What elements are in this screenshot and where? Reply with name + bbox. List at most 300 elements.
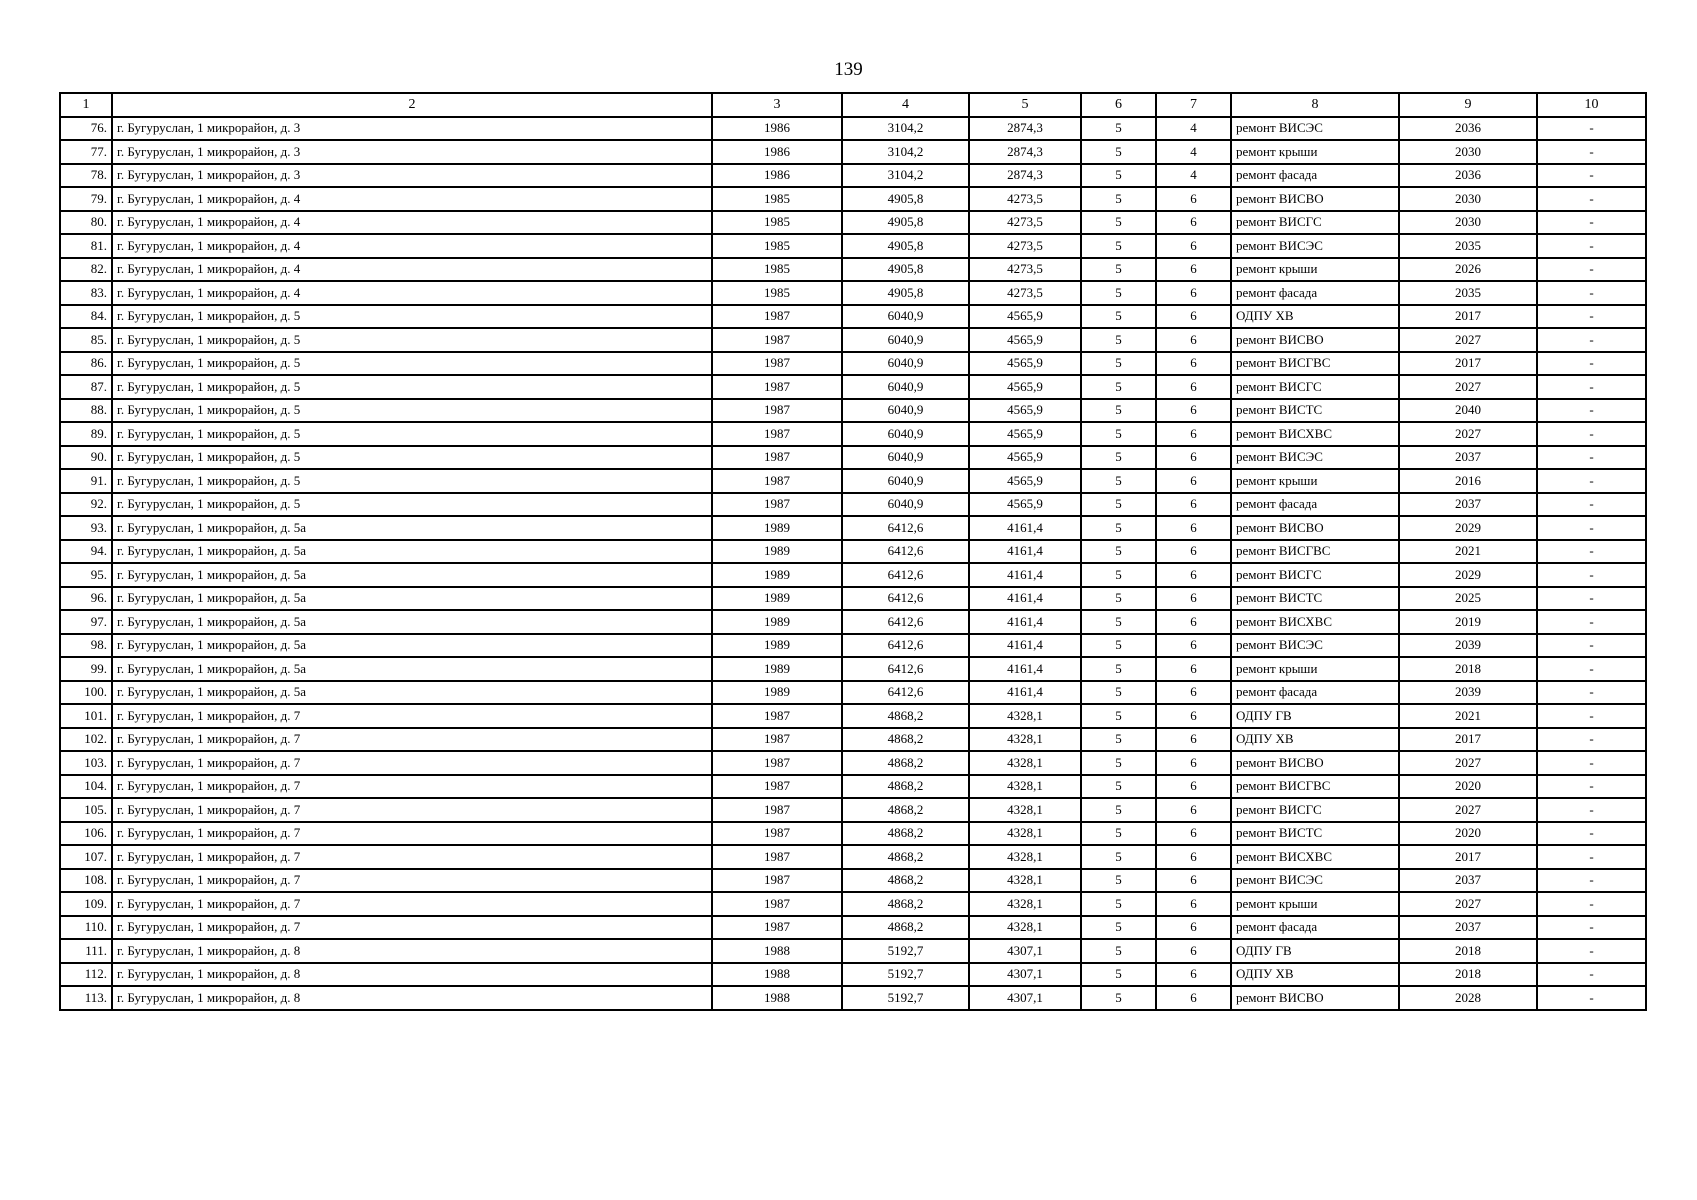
table-row	[60, 704, 1646, 728]
total-area-cell: 4868,2	[842, 916, 969, 940]
table-row	[60, 516, 1646, 540]
floors-cell: 5	[1081, 187, 1156, 211]
living-area-cell: 4307,1	[969, 939, 1081, 963]
work-type-cell: ремонт ВИСТС	[1231, 822, 1399, 846]
note-cell: -	[1537, 187, 1646, 211]
total-area-cell: 5192,7	[842, 986, 969, 1010]
address-cell: г. Бугуруслан, 1 микрорайон, д. 4	[112, 234, 712, 258]
note-cell: -	[1537, 375, 1646, 399]
table-row	[60, 610, 1646, 634]
year-cell: 1989	[712, 516, 842, 540]
row-number-cell: 86.	[60, 352, 112, 376]
address-cell: г. Бугуруслан, 1 микрорайон, д. 7	[112, 869, 712, 893]
year-cell: 1988	[712, 939, 842, 963]
year-cell: 1987	[712, 305, 842, 329]
year-cell: 1986	[712, 140, 842, 164]
floors-cell: 5	[1081, 681, 1156, 705]
planned-year-cell: 2020	[1399, 822, 1537, 846]
planned-year-cell: 2037	[1399, 869, 1537, 893]
living-area-cell: 4307,1	[969, 986, 1081, 1010]
address-cell: г. Бугуруслан, 1 микрорайон, д. 4	[112, 187, 712, 211]
floors-cell: 5	[1081, 751, 1156, 775]
living-area-cell: 4565,9	[969, 422, 1081, 446]
entrances-cell: 6	[1156, 704, 1231, 728]
row-number-cell: 100.	[60, 681, 112, 705]
note-cell: -	[1537, 516, 1646, 540]
table-row	[60, 540, 1646, 564]
planned-year-cell: 2020	[1399, 775, 1537, 799]
living-area-cell: 4565,9	[969, 328, 1081, 352]
planned-year-cell: 2028	[1399, 986, 1537, 1010]
capital-repair-table	[59, 92, 1647, 1011]
address-cell: г. Бугуруслан, 1 микрорайон, д. 3	[112, 140, 712, 164]
living-area-cell: 4565,9	[969, 375, 1081, 399]
row-number-cell: 94.	[60, 540, 112, 564]
address-cell: г. Бугуруслан, 1 микрорайон, д. 4	[112, 258, 712, 282]
note-cell: -	[1537, 422, 1646, 446]
note-cell: -	[1537, 681, 1646, 705]
table-row	[60, 281, 1646, 305]
living-area-cell: 4328,1	[969, 822, 1081, 846]
total-area-cell: 4905,8	[842, 187, 969, 211]
entrances-cell: 6	[1156, 187, 1231, 211]
total-area-cell: 6040,9	[842, 493, 969, 517]
row-number-cell: 80.	[60, 211, 112, 235]
note-cell: -	[1537, 493, 1646, 517]
entrances-cell: 6	[1156, 469, 1231, 493]
floors-cell: 5	[1081, 587, 1156, 611]
work-type-cell: ремонт фасада	[1231, 493, 1399, 517]
floors-cell: 5	[1081, 634, 1156, 658]
row-number-cell: 95.	[60, 563, 112, 587]
address-cell: г. Бугуруслан, 1 микрорайон, д. 5	[112, 469, 712, 493]
year-cell: 1987	[712, 845, 842, 869]
row-number-cell: 97.	[60, 610, 112, 634]
planned-year-cell: 2017	[1399, 845, 1537, 869]
work-type-cell: ремонт фасада	[1231, 281, 1399, 305]
header-cell: 9	[1399, 93, 1537, 117]
year-cell: 1987	[712, 869, 842, 893]
row-number-cell: 101.	[60, 704, 112, 728]
work-type-cell: ремонт ВИСХВС	[1231, 610, 1399, 634]
work-type-cell: ремонт ВИСТС	[1231, 399, 1399, 423]
row-number-cell: 109.	[60, 892, 112, 916]
row-number-cell: 113.	[60, 986, 112, 1010]
total-area-cell: 4868,2	[842, 798, 969, 822]
table-row	[60, 234, 1646, 258]
planned-year-cell: 2039	[1399, 681, 1537, 705]
row-number-cell: 91.	[60, 469, 112, 493]
year-cell: 1987	[712, 493, 842, 517]
table-row	[60, 352, 1646, 376]
total-area-cell: 4868,2	[842, 728, 969, 752]
header-cell: 3	[712, 93, 842, 117]
note-cell: -	[1537, 775, 1646, 799]
floors-cell: 5	[1081, 540, 1156, 564]
address-cell: г. Бугуруслан, 1 микрорайон, д. 3	[112, 117, 712, 141]
address-cell: г. Бугуруслан, 1 микрорайон, д. 8	[112, 986, 712, 1010]
floors-cell: 5	[1081, 775, 1156, 799]
note-cell: -	[1537, 140, 1646, 164]
address-cell: г. Бугуруслан, 1 микрорайон, д. 5	[112, 328, 712, 352]
work-type-cell: ремонт крыши	[1231, 469, 1399, 493]
note-cell: -	[1537, 986, 1646, 1010]
work-type-cell: ОДПУ ХВ	[1231, 728, 1399, 752]
year-cell: 1987	[712, 775, 842, 799]
work-type-cell: ремонт ВИСЭС	[1231, 234, 1399, 258]
work-type-cell: ремонт ВИСЭС	[1231, 117, 1399, 141]
entrances-cell: 4	[1156, 117, 1231, 141]
floors-cell: 5	[1081, 281, 1156, 305]
work-type-cell: ОДПУ ГВ	[1231, 939, 1399, 963]
living-area-cell: 4161,4	[969, 516, 1081, 540]
table-row	[60, 681, 1646, 705]
year-cell: 1988	[712, 986, 842, 1010]
work-type-cell: ремонт ВИСГС	[1231, 798, 1399, 822]
total-area-cell: 4868,2	[842, 892, 969, 916]
planned-year-cell: 2027	[1399, 798, 1537, 822]
address-cell: г. Бугуруслан, 1 микрорайон, д. 7	[112, 751, 712, 775]
work-type-cell: ремонт ВИСВО	[1231, 516, 1399, 540]
note-cell: -	[1537, 610, 1646, 634]
planned-year-cell: 2018	[1399, 939, 1537, 963]
table-header	[60, 93, 1646, 117]
row-number-cell: 105.	[60, 798, 112, 822]
year-cell: 1989	[712, 610, 842, 634]
floors-cell: 5	[1081, 892, 1156, 916]
row-number-cell: 104.	[60, 775, 112, 799]
floors-cell: 5	[1081, 328, 1156, 352]
floors-cell: 5	[1081, 234, 1156, 258]
work-type-cell: ремонт ВИСГВС	[1231, 775, 1399, 799]
row-number-cell: 110.	[60, 916, 112, 940]
row-number-cell: 82.	[60, 258, 112, 282]
year-cell: 1987	[712, 751, 842, 775]
address-cell: г. Бугуруслан, 1 микрорайон, д. 5	[112, 375, 712, 399]
entrances-cell: 6	[1156, 634, 1231, 658]
header-cell: 10	[1537, 93, 1646, 117]
row-number-cell: 92.	[60, 493, 112, 517]
table-row	[60, 164, 1646, 188]
planned-year-cell: 2017	[1399, 305, 1537, 329]
work-type-cell: ремонт крыши	[1231, 258, 1399, 282]
row-number-cell: 89.	[60, 422, 112, 446]
header-cell: 8	[1231, 93, 1399, 117]
living-area-cell: 4161,4	[969, 563, 1081, 587]
floors-cell: 5	[1081, 728, 1156, 752]
work-type-cell: ремонт ВИСЭС	[1231, 869, 1399, 893]
planned-year-cell: 2030	[1399, 140, 1537, 164]
entrances-cell: 6	[1156, 728, 1231, 752]
table-body	[60, 117, 1646, 1010]
address-cell: г. Бугуруслан, 1 микрорайон, д. 5а	[112, 587, 712, 611]
address-cell: г. Бугуруслан, 1 микрорайон, д. 7	[112, 775, 712, 799]
header-cell: 5	[969, 93, 1081, 117]
entrances-cell: 6	[1156, 258, 1231, 282]
planned-year-cell: 2019	[1399, 610, 1537, 634]
address-cell: г. Бугуруслан, 1 микрорайон, д. 5	[112, 352, 712, 376]
table-row	[60, 634, 1646, 658]
entrances-cell: 4	[1156, 140, 1231, 164]
note-cell: -	[1537, 469, 1646, 493]
address-cell: г. Бугуруслан, 1 микрорайон, д. 4	[112, 211, 712, 235]
floors-cell: 5	[1081, 563, 1156, 587]
work-type-cell: ремонт фасада	[1231, 681, 1399, 705]
total-area-cell: 5192,7	[842, 963, 969, 987]
table-row	[60, 117, 1646, 141]
total-area-cell: 6412,6	[842, 657, 969, 681]
living-area-cell: 4273,5	[969, 234, 1081, 258]
year-cell: 1985	[712, 187, 842, 211]
year-cell: 1985	[712, 234, 842, 258]
year-cell: 1987	[712, 469, 842, 493]
entrances-cell: 6	[1156, 986, 1231, 1010]
entrances-cell: 6	[1156, 610, 1231, 634]
address-cell: г. Бугуруслан, 1 микрорайон, д. 8	[112, 963, 712, 987]
total-area-cell: 6412,6	[842, 516, 969, 540]
living-area-cell: 4328,1	[969, 892, 1081, 916]
table-row	[60, 399, 1646, 423]
note-cell: -	[1537, 305, 1646, 329]
table-row	[60, 422, 1646, 446]
planned-year-cell: 2035	[1399, 234, 1537, 258]
row-number-cell: 77.	[60, 140, 112, 164]
living-area-cell: 4273,5	[969, 187, 1081, 211]
living-area-cell: 4273,5	[969, 281, 1081, 305]
address-cell: г. Бугуруслан, 1 микрорайон, д. 5а	[112, 610, 712, 634]
planned-year-cell: 2025	[1399, 587, 1537, 611]
work-type-cell: ремонт фасада	[1231, 164, 1399, 188]
planned-year-cell: 2017	[1399, 728, 1537, 752]
entrances-cell: 6	[1156, 681, 1231, 705]
row-number-cell: 107.	[60, 845, 112, 869]
header-cell: 1	[60, 93, 112, 117]
living-area-cell: 4161,4	[969, 634, 1081, 658]
table-row	[60, 892, 1646, 916]
entrances-cell: 6	[1156, 845, 1231, 869]
floors-cell: 5	[1081, 493, 1156, 517]
work-type-cell: ремонт крыши	[1231, 657, 1399, 681]
table-row	[60, 657, 1646, 681]
total-area-cell: 4868,2	[842, 845, 969, 869]
year-cell: 1987	[712, 375, 842, 399]
floors-cell: 5	[1081, 469, 1156, 493]
header-cell: 6	[1081, 93, 1156, 117]
total-area-cell: 4868,2	[842, 869, 969, 893]
row-number-cell: 79.	[60, 187, 112, 211]
planned-year-cell: 2030	[1399, 187, 1537, 211]
work-type-cell: ремонт ВИСЭС	[1231, 446, 1399, 470]
work-type-cell: ремонт ВИСГС	[1231, 563, 1399, 587]
work-type-cell: ремонт ВИСВО	[1231, 751, 1399, 775]
floors-cell: 5	[1081, 704, 1156, 728]
total-area-cell: 6412,6	[842, 681, 969, 705]
floors-cell: 5	[1081, 117, 1156, 141]
year-cell: 1987	[712, 704, 842, 728]
table-row	[60, 211, 1646, 235]
total-area-cell: 4868,2	[842, 822, 969, 846]
planned-year-cell: 2035	[1399, 281, 1537, 305]
note-cell: -	[1537, 281, 1646, 305]
entrances-cell: 6	[1156, 493, 1231, 517]
row-number-cell: 83.	[60, 281, 112, 305]
floors-cell: 5	[1081, 986, 1156, 1010]
living-area-cell: 4328,1	[969, 728, 1081, 752]
year-cell: 1985	[712, 281, 842, 305]
total-area-cell: 3104,2	[842, 117, 969, 141]
planned-year-cell: 2027	[1399, 892, 1537, 916]
floors-cell: 5	[1081, 916, 1156, 940]
entrances-cell: 6	[1156, 798, 1231, 822]
address-cell: г. Бугуруслан, 1 микрорайон, д. 5а	[112, 681, 712, 705]
living-area-cell: 4328,1	[969, 916, 1081, 940]
planned-year-cell: 2029	[1399, 516, 1537, 540]
row-number-cell: 98.	[60, 634, 112, 658]
row-number-cell: 81.	[60, 234, 112, 258]
planned-year-cell: 2037	[1399, 493, 1537, 517]
work-type-cell: ремонт крыши	[1231, 140, 1399, 164]
total-area-cell: 4905,8	[842, 258, 969, 282]
living-area-cell: 4328,1	[969, 775, 1081, 799]
floors-cell: 5	[1081, 211, 1156, 235]
living-area-cell: 4565,9	[969, 399, 1081, 423]
table-row	[60, 187, 1646, 211]
living-area-cell: 4161,4	[969, 587, 1081, 611]
entrances-cell: 6	[1156, 751, 1231, 775]
entrances-cell: 6	[1156, 305, 1231, 329]
year-cell: 1986	[712, 164, 842, 188]
entrances-cell: 6	[1156, 352, 1231, 376]
note-cell: -	[1537, 352, 1646, 376]
table-row	[60, 822, 1646, 846]
note-cell: -	[1537, 164, 1646, 188]
year-cell: 1987	[712, 892, 842, 916]
living-area-cell: 4328,1	[969, 751, 1081, 775]
year-cell: 1989	[712, 681, 842, 705]
address-cell: г. Бугуруслан, 1 микрорайон, д. 5	[112, 446, 712, 470]
table-row	[60, 258, 1646, 282]
total-area-cell: 4905,8	[842, 211, 969, 235]
living-area-cell: 2874,3	[969, 117, 1081, 141]
address-cell: г. Бугуруслан, 1 микрорайон, д. 5	[112, 422, 712, 446]
total-area-cell: 6412,6	[842, 610, 969, 634]
row-number-cell: 111.	[60, 939, 112, 963]
note-cell: -	[1537, 211, 1646, 235]
floors-cell: 5	[1081, 305, 1156, 329]
entrances-cell: 6	[1156, 587, 1231, 611]
entrances-cell: 6	[1156, 281, 1231, 305]
address-cell: г. Бугуруслан, 1 микрорайон, д. 5а	[112, 516, 712, 540]
floors-cell: 5	[1081, 140, 1156, 164]
row-number-cell: 102.	[60, 728, 112, 752]
year-cell: 1989	[712, 563, 842, 587]
planned-year-cell: 2027	[1399, 375, 1537, 399]
total-area-cell: 6040,9	[842, 446, 969, 470]
total-area-cell: 6412,6	[842, 634, 969, 658]
work-type-cell: ремонт ВИСТС	[1231, 587, 1399, 611]
note-cell: -	[1537, 869, 1646, 893]
total-area-cell: 6040,9	[842, 399, 969, 423]
living-area-cell: 4161,4	[969, 657, 1081, 681]
floors-cell: 5	[1081, 845, 1156, 869]
work-type-cell: ремонт ВИСГС	[1231, 211, 1399, 235]
note-cell: -	[1537, 258, 1646, 282]
table-row	[60, 939, 1646, 963]
total-area-cell: 6040,9	[842, 469, 969, 493]
floors-cell: 5	[1081, 446, 1156, 470]
work-type-cell: ОДПУ ХВ	[1231, 305, 1399, 329]
living-area-cell: 4273,5	[969, 211, 1081, 235]
address-cell: г. Бугуруслан, 1 микрорайон, д. 8	[112, 939, 712, 963]
living-area-cell: 4161,4	[969, 610, 1081, 634]
year-cell: 1985	[712, 258, 842, 282]
total-area-cell: 4868,2	[842, 775, 969, 799]
floors-cell: 5	[1081, 422, 1156, 446]
entrances-cell: 4	[1156, 164, 1231, 188]
planned-year-cell: 2018	[1399, 657, 1537, 681]
year-cell: 1986	[712, 117, 842, 141]
row-number-cell: 103.	[60, 751, 112, 775]
floors-cell: 5	[1081, 657, 1156, 681]
living-area-cell: 4161,4	[969, 681, 1081, 705]
table-row	[60, 446, 1646, 470]
row-number-cell: 112.	[60, 963, 112, 987]
floors-cell: 5	[1081, 822, 1156, 846]
year-cell: 1988	[712, 963, 842, 987]
note-cell: -	[1537, 892, 1646, 916]
entrances-cell: 6	[1156, 563, 1231, 587]
work-type-cell: ремонт ВИСХВС	[1231, 422, 1399, 446]
year-cell: 1987	[712, 822, 842, 846]
floors-cell: 5	[1081, 375, 1156, 399]
table-row	[60, 375, 1646, 399]
floors-cell: 5	[1081, 164, 1156, 188]
total-area-cell: 6412,6	[842, 587, 969, 611]
address-cell: г. Бугуруслан, 1 микрорайон, д. 7	[112, 728, 712, 752]
address-cell: г. Бугуруслан, 1 микрорайон, д. 5	[112, 305, 712, 329]
header-cell: 4	[842, 93, 969, 117]
year-cell: 1989	[712, 634, 842, 658]
year-cell: 1987	[712, 422, 842, 446]
living-area-cell: 4307,1	[969, 963, 1081, 987]
note-cell: -	[1537, 587, 1646, 611]
living-area-cell: 4565,9	[969, 493, 1081, 517]
address-cell: г. Бугуруслан, 1 микрорайон, д. 5а	[112, 657, 712, 681]
entrances-cell: 6	[1156, 963, 1231, 987]
year-cell: 1987	[712, 399, 842, 423]
planned-year-cell: 2037	[1399, 446, 1537, 470]
year-cell: 1989	[712, 540, 842, 564]
address-cell: г. Бугуруслан, 1 микрорайон, д. 5а	[112, 563, 712, 587]
total-area-cell: 6040,9	[842, 352, 969, 376]
work-type-cell: ремонт крыши	[1231, 892, 1399, 916]
total-area-cell: 4905,8	[842, 281, 969, 305]
year-cell: 1989	[712, 587, 842, 611]
header-cell: 2	[112, 93, 712, 117]
address-cell: г. Бугуруслан, 1 микрорайон, д. 5а	[112, 634, 712, 658]
entrances-cell: 6	[1156, 211, 1231, 235]
note-cell: -	[1537, 798, 1646, 822]
address-cell: г. Бугуруслан, 1 микрорайон, д. 5	[112, 399, 712, 423]
living-area-cell: 4565,9	[969, 469, 1081, 493]
planned-year-cell: 2036	[1399, 117, 1537, 141]
planned-year-cell: 2036	[1399, 164, 1537, 188]
year-cell: 1987	[712, 916, 842, 940]
living-area-cell: 2874,3	[969, 164, 1081, 188]
total-area-cell: 4868,2	[842, 704, 969, 728]
row-number-cell: 87.	[60, 375, 112, 399]
note-cell: -	[1537, 728, 1646, 752]
